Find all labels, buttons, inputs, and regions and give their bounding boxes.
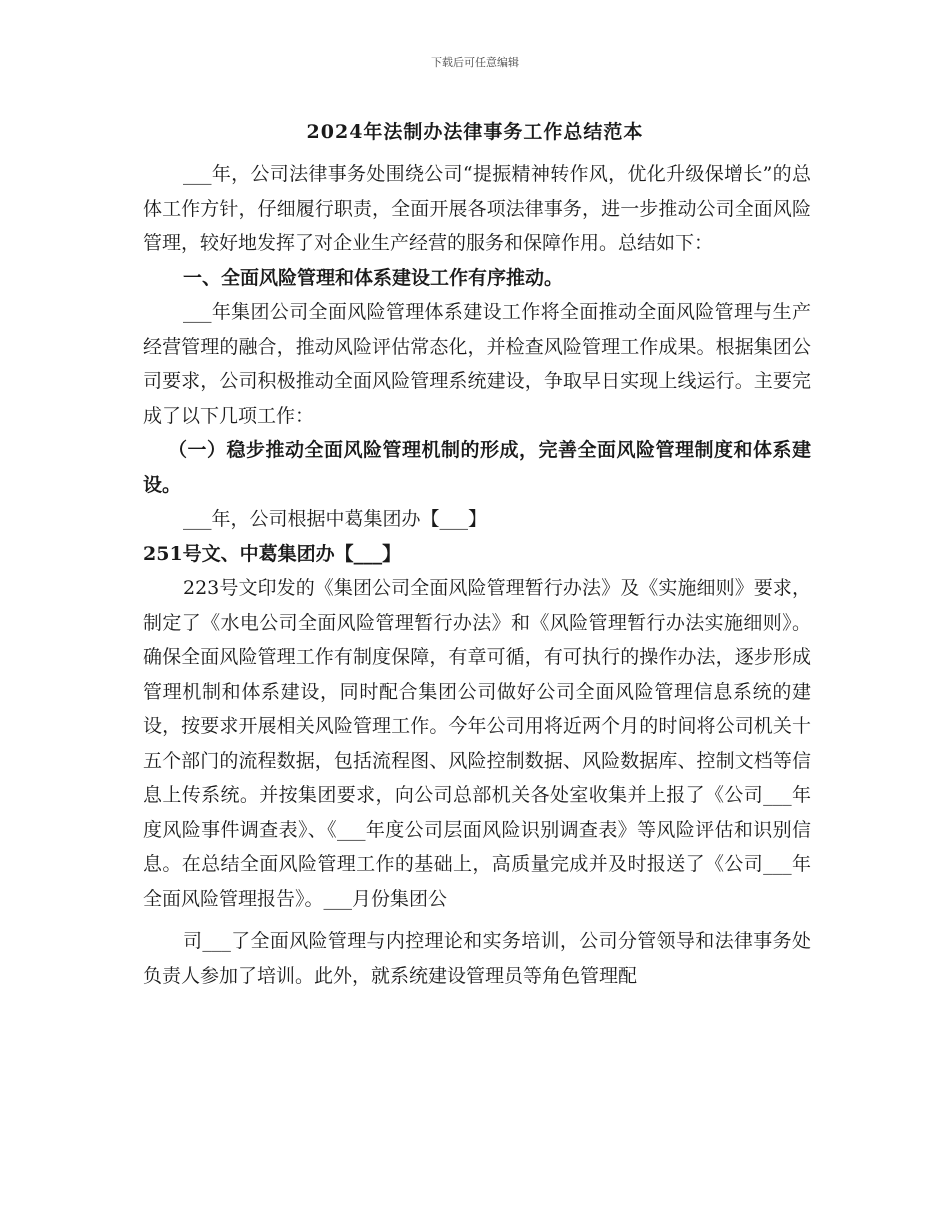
document-title: 2024年法制办法律事务工作总结范本 [306,121,644,143]
paragraph-section-1: ___年集团公司全面风险管理体系建设工作将全面推动全面风险管理与生产经营管理的融合，推动风险评估常态化，并检查风险管理工作成果。根据集团公司要求，公司积极推动全面风险管理系统建设，争取早日实现上线运行。主要完成了以下几项工作： [143,301,811,427]
paragraph-reference-2: 251号文、中葛集团办【___】 [143,542,402,565]
paragraph-continuation: 司___了全面风险管理与内控理论和实务培训，公司分管领导和法律事务处负责人参加了培训。此外，就系统建设管理员等角色管理配 [143,930,811,987]
section-heading-1: 一、全面风险管理和体系建设工作有序推动。 [183,266,564,289]
paragraph-details: 223号文印发的《集团公司全面风险管理暂行办法》及《实施细则》要求，制定了《水电公司全面风险管理暂行办法》和《风险管理暂行办法实施细则》。确保全面风险管理工作有制度保障，有章可循，有可执行的操作办法，逐步形成管理机制和体系建设，同时配合集团公司做好公司全面风险管理信息系统的建设，按要求开展相关风险管理工作。今年公司用将近两个月的时间将公司机关十五个部门的流程数据，包括流程图、风险控制数据、风险数据库、控制文档等信息上传系统。并按集团要求，向公司总部机关各处室收集并上报了《公司___年度风险事件调查表》、《___年度公司层面风险识别调查表》等风险评估和识别信息。在总结全面风险管理工作的基础上，高质量完成并及时报送了《公司___年全面风险管理报告》。___月份集团公 [143,577,811,910]
paragraph-intro: ___年，公司法律事务处围绕公司“提振精神转作风，优化升级保增长”的总体工作方针，仔细履行职责，全面开展各项法律事务，进一步推动公司全面风险管理，较好地发挥了对企业生产经营的服务和保障作用。总结如下： [143,163,811,254]
document-body [143,157,811,993]
paragraph-reference-1: ___年，公司根据中葛集团办【___】 [183,508,488,530]
subsection-heading-1: （一）稳步推动全面风险管理机制的形成，完善全面风险管理制度和体系建设。 [143,439,811,496]
page-header-note: 下载后可任意编辑 [431,56,519,69]
